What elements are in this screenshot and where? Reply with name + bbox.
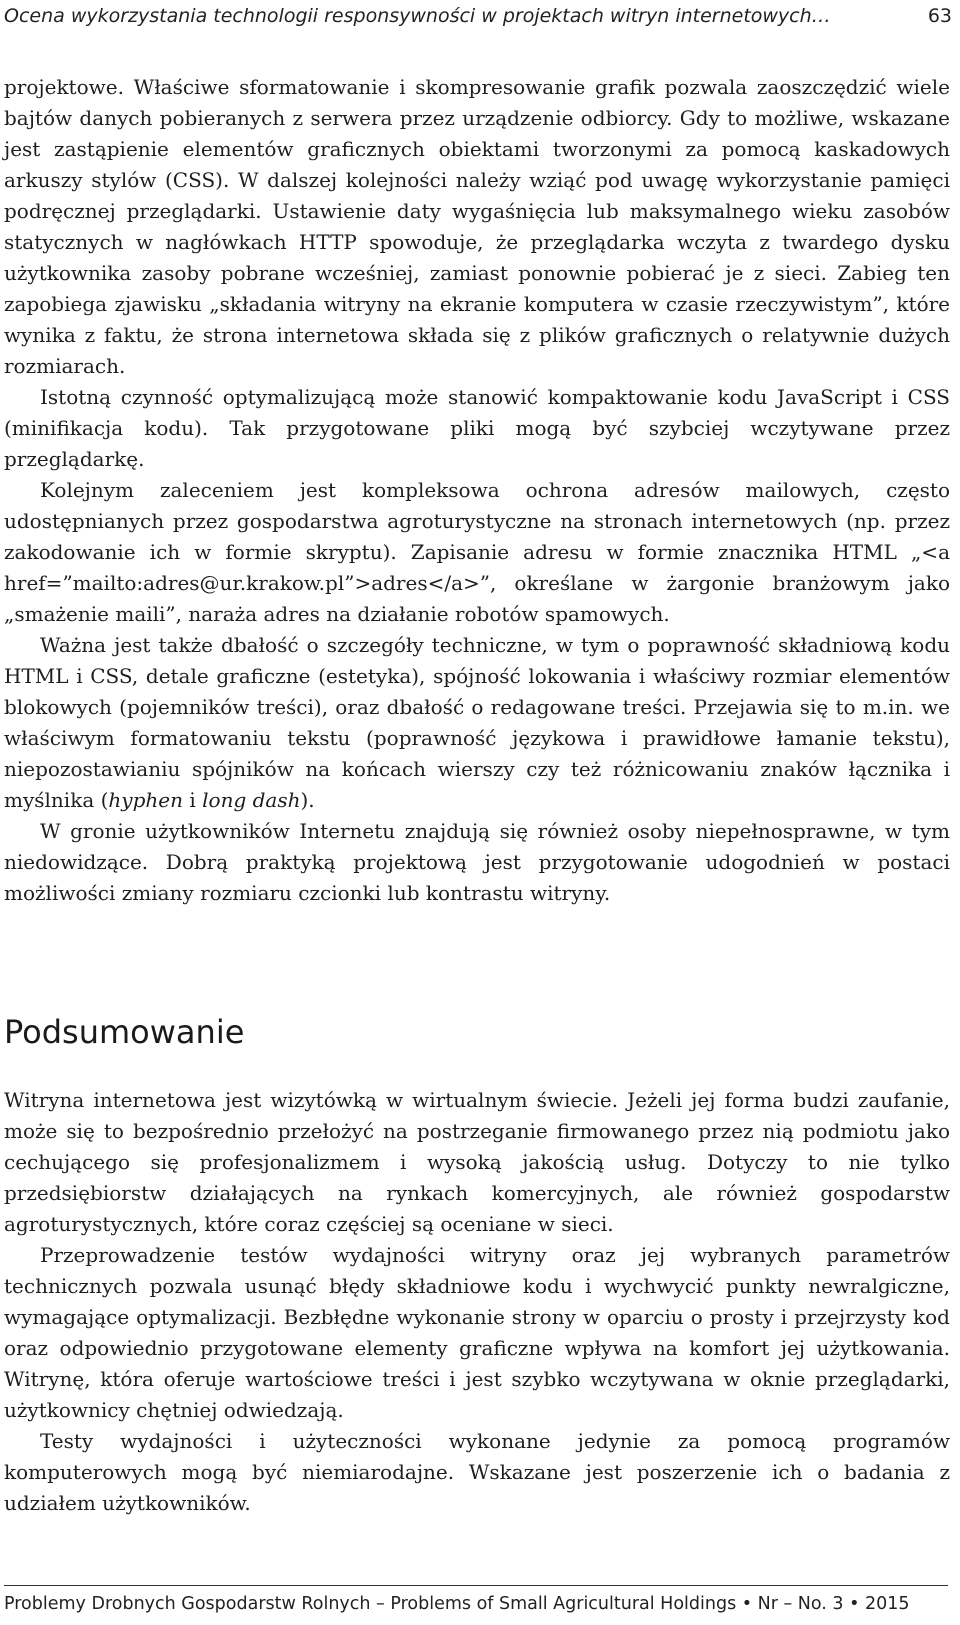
- running-header-title: Ocena wykorzystania technologii responsywności w projektach witryn internetowych…: [4, 5, 831, 27]
- term-long-dash: long dash: [202, 788, 301, 812]
- paragraph-text: ).: [300, 788, 315, 812]
- paragraph-text: i: [183, 788, 203, 812]
- paragraph: W gronie użytkowników Internetu znajdują się również osoby niepełnosprawne, w tym niedowidzące. Dobrą praktyką projektową jest przygotowanie udogodnień w postaci możliwości zmiany rozmiaru czcionki lub kontrastu witryny.: [4, 819, 950, 905]
- paragraph: Testy wydajności i użyteczności wykonane jedynie za pomocą programów komputerowych mogą być niemiarodajne. Wskazane jest poszerzenie ich o badania z udziałem użytkowników.: [4, 1429, 950, 1515]
- summary-body: [4, 1085, 950, 1519]
- paragraph: [4, 630, 950, 816]
- running-header: [4, 2, 952, 30]
- term-hyphen: hyphen: [108, 788, 183, 812]
- paragraph-text: Ważna jest także dbałość o szczegóły techniczne, w tym o poprawność składniową kodu HTML i CSS, detale graficzne (estetyka), spójność lokowania i właściwy rozmiar elementów blokowych (pojemników treści), oraz dbałość o redagowane treści. Przejawia się to m.in. we właściwym formatowaniu tekstu (poprawność językowa i prawidłowe łamanie tekstu), niepozostawianiu spójników na końcach wierszy czy też różnicowaniu znaków łącznika i myślnika (: [4, 633, 950, 812]
- page-number: 63: [927, 5, 952, 27]
- footer-divider: [4, 1585, 948, 1586]
- running-footer: Problemy Drobnych Gospodarstw Rolnych – Problems of Small Agricultural Holdings • Nr – No. 3 • 2015: [4, 1594, 910, 1614]
- paragraph: Witryna internetowa jest wizytówką w wirtualnym świecie. Jeżeli jej forma budzi zaufanie, może się to bezpośrednio przełożyć na postrzeganie firmowanego przez nią podmiotu jako cechującego się profesjonalizmem i wysoką jakością usług. Dotyczy to nie tylko przedsiębiorstw działających na rynkach komercyjnych, ale również gospodarstw agroturystycznych, które coraz częściej są oceniane w sieci.: [4, 1088, 950, 1236]
- paragraph: Istotną czynność optymalizującą może stanowić kompaktowanie kodu JavaScript i CSS (minifikacja kodu). Tak przygotowane pliki mogą być szybciej wczytywane przez przeglądarkę.: [4, 385, 950, 471]
- paragraph: Przeprowadzenie testów wydajności witryny oraz jej wybranych parametrów technicznych pozwala usunąć błędy składniowe kodu i wychwycić punkty newralgiczne, wymagające optymalizacji. Bezbłędne wykonanie strony w oparciu o prosty i przejrzysty kod oraz odpowiednio przygotowane elementy graficzne wpływa na komfort jej użytkowania. Witrynę, która oferuje wartościowe treści i jest szybko wczytywana w oknie przeglądarki, użytkownicy chętniej odwiedzają.: [4, 1243, 950, 1422]
- paragraph: Kolejnym zaleceniem jest kompleksowa ochrona adresów mailowych, często udostępnianych przez gospodarstwa agroturystyczne na stronach internetowych (np. przez zakodowanie ich w formie skryptu). Zapisanie adresu w formie znacznika HTML „<a href=”mailto:adres@ur.krakow.pl”>adres</a>”, określane w żargonie branżowym jako „smażenie maili”, naraża adres na działanie robotów spamowych.: [4, 478, 950, 626]
- article-body: [4, 72, 950, 909]
- section-heading: Podsumowanie: [4, 1013, 245, 1051]
- paragraph: projektowe. Właściwe sformatowanie i skompresowanie grafik pozwala zaoszczędzić wiele bajtów danych pobieranych z serwera przez urządzenie odbiorcy. Gdy to możliwe, wskazane jest zastąpienie elementów graficznych obiektami tworzonymi za pomocą kaskadowych arkuszy stylów (CSS). W dalszej kolejności należy wziąć pod uwagę wykorzystanie pamięci podręcznej przeglądarki. Ustawienie daty wygaśnięcia lub maksymalnego wieku zasobów statycznych w nagłówkach HTTP spowoduje, że przeglądarka wczyta z twardego dysku użytkownika zasoby pobrane wcześniej, zamiast ponownie pobierać je z sieci. Zabieg ten zapobiega zjawisku „składania witryny na ekranie komputera w czasie rzeczywistym”, które wynika z faktu, że strona internetowa składa się z plików graficznych o relatywnie dużych rozmiarach.: [4, 75, 950, 378]
